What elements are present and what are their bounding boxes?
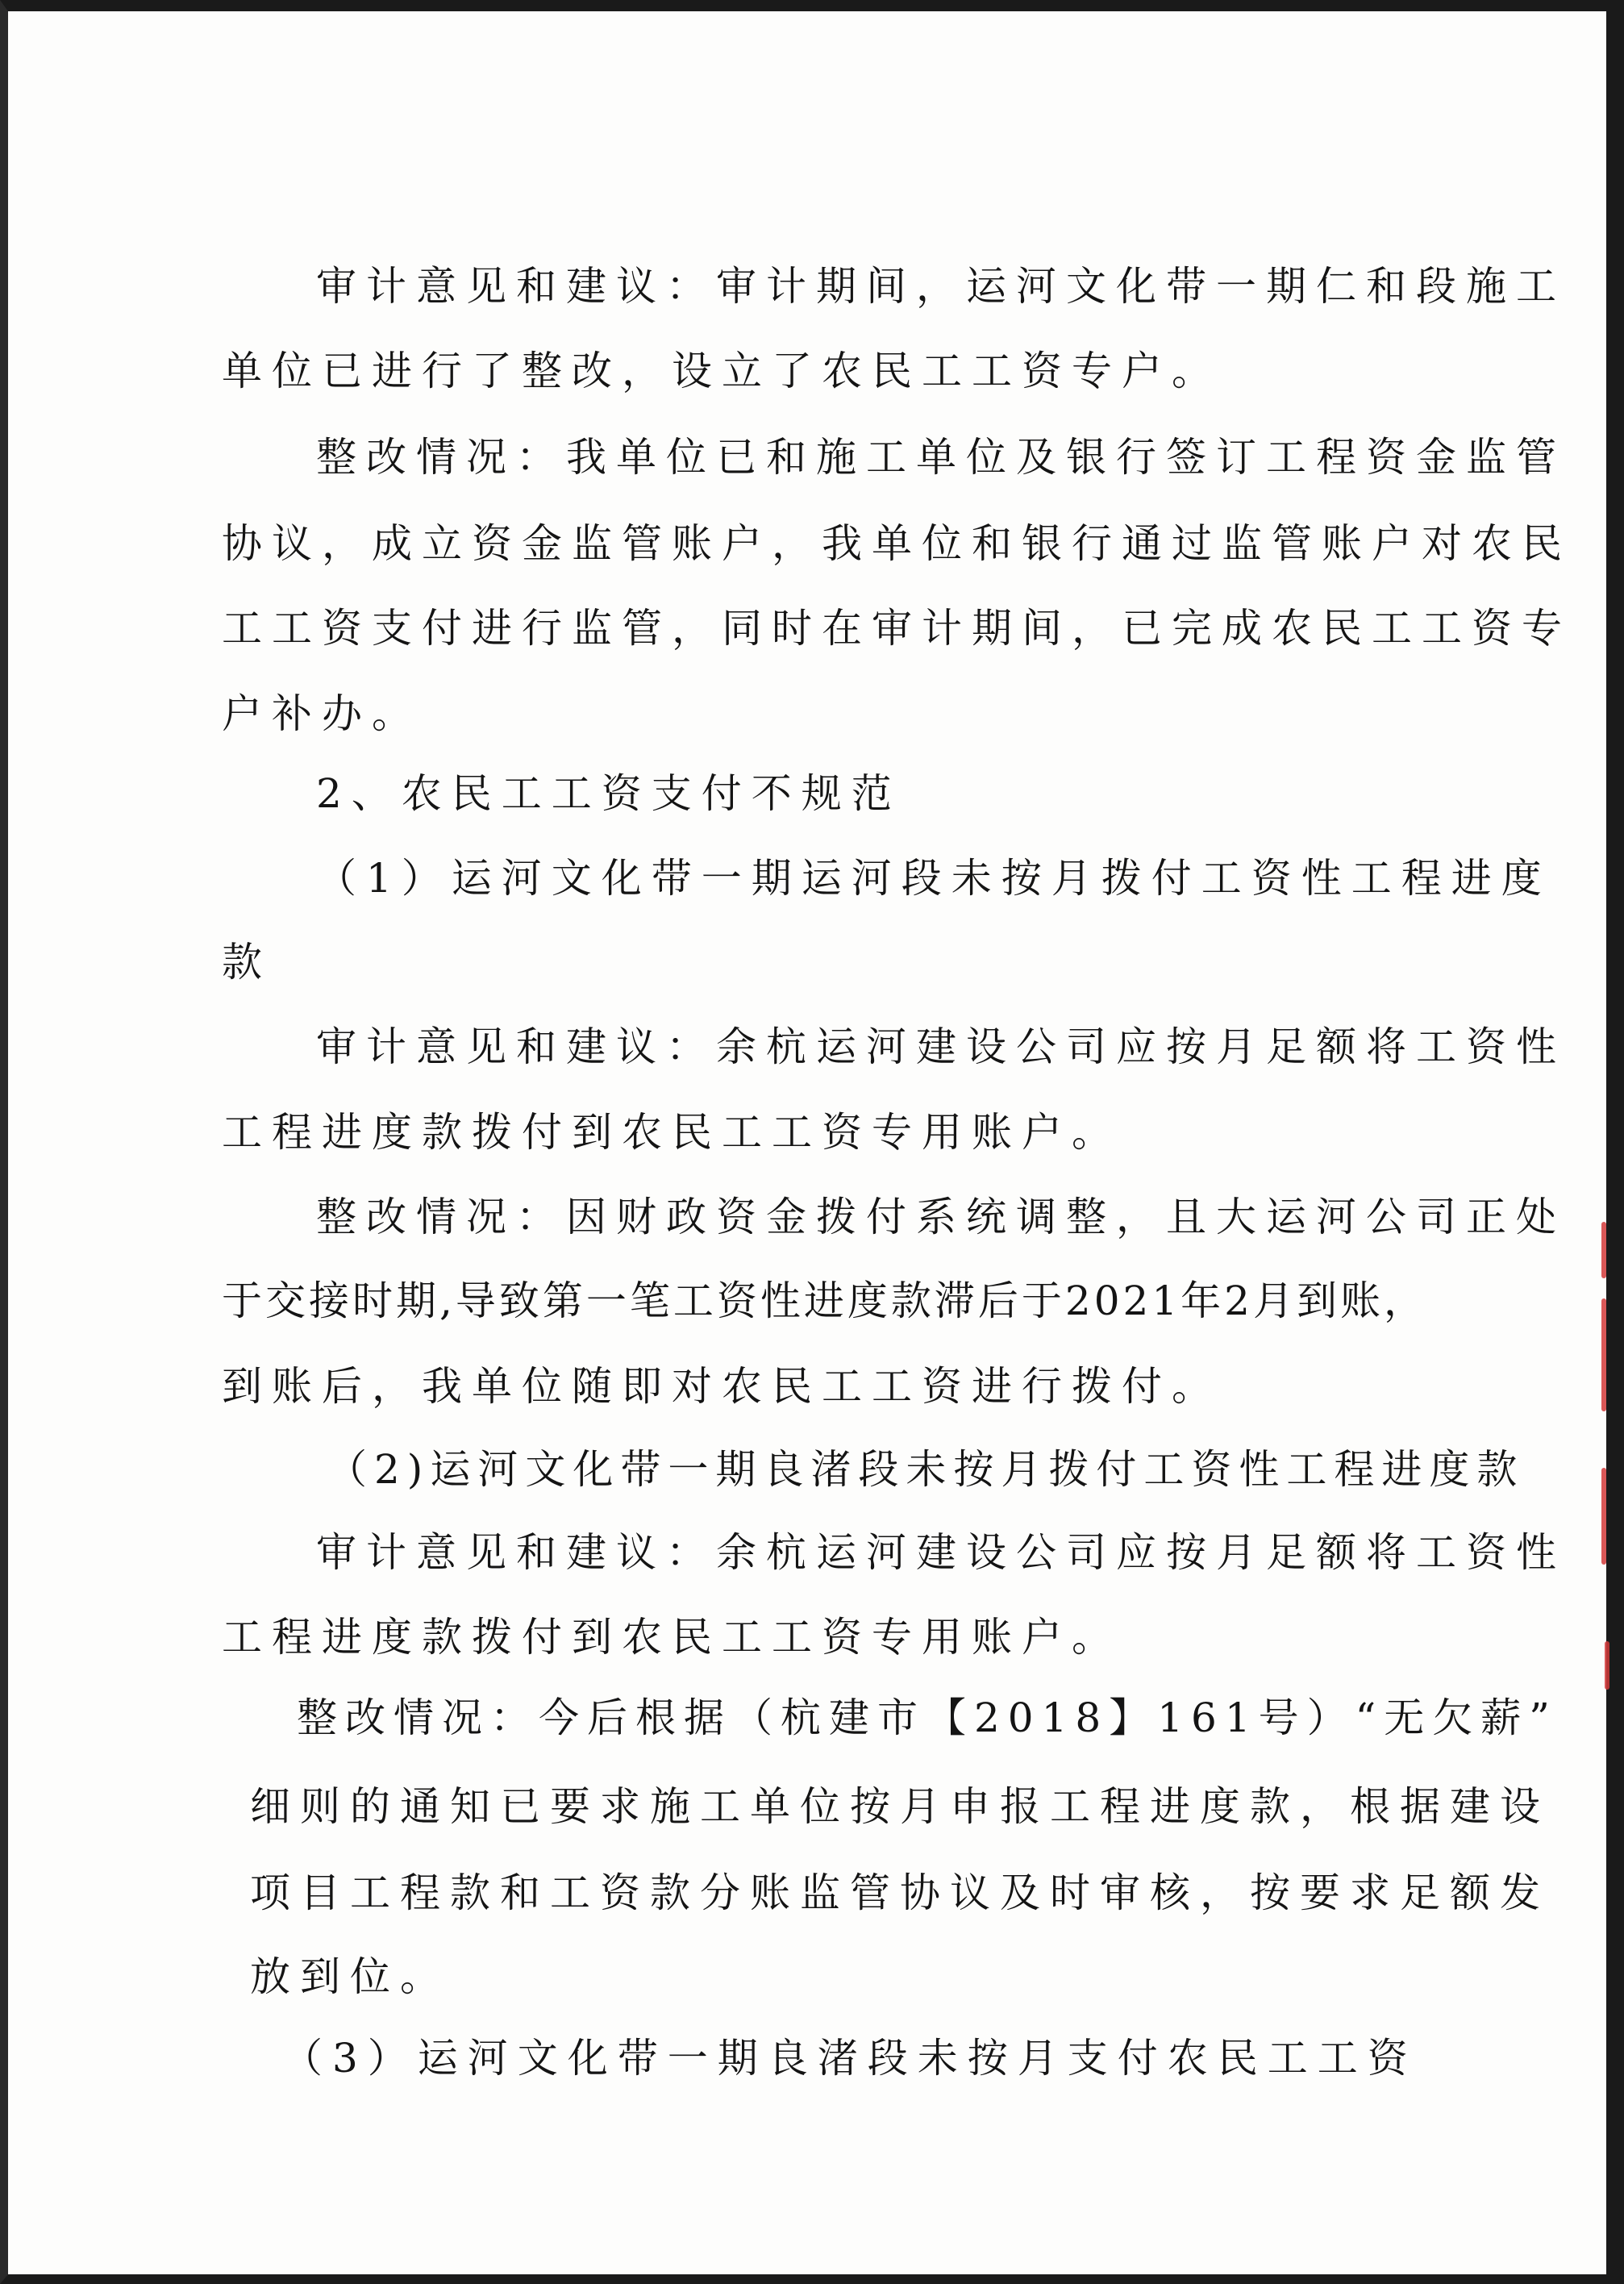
seal-bleed-mark	[1601, 1298, 1606, 1411]
text-line: 整改情况：我单位已和施工单位及银行签订工程资金监管	[316, 434, 1566, 481]
seal-bleed-mark	[1601, 1468, 1606, 1565]
seal-bleed-mark	[1601, 1222, 1606, 1278]
subsection-heading: （3）运河文化带一期良渚段未按月支付农民工工资	[282, 2035, 1418, 2082]
text-line: 户补办。	[222, 690, 422, 737]
text-line: 工程进度款拨付到农民工工资专用账户。	[222, 1614, 1122, 1661]
text-line: 工程进度款拨付到农民工工资专用账户。	[222, 1109, 1122, 1156]
text-line: 审计意见和建议：余杭运河建设公司应按月足额将工资性	[316, 1529, 1566, 1576]
text-line: 放到位。	[250, 1953, 450, 2000]
text-line: 到账后，我单位随即对农民工工资进行拨付。	[222, 1363, 1222, 1410]
text-line: 款	[222, 939, 272, 986]
seal-bleed-mark	[1605, 1641, 1609, 1690]
text-line: 项目工程款和工资款分账监管协议及时审核，按要求足额发	[250, 1869, 1550, 1916]
section-heading: 2、农民工工资支付不规范	[316, 770, 902, 817]
text-line: 协议，成立资金监管账户，我单位和银行通过监管账户对农民	[222, 520, 1572, 567]
text-line: 整改情况：今后根据（杭建市【2018】161号）“无欠薪”	[297, 1694, 1558, 1741]
text-line: 单位已进行了整改，设立了农民工工资专户。	[222, 348, 1222, 394]
subsection-heading: （1）运河文化带一期运河段未按月拨付工资性工程进度	[316, 855, 1551, 902]
subsection-heading: （2)运河文化带一期良渚段未按月拨付工资性工程进度款	[327, 1446, 1525, 1493]
text-line: 审计意见和建议：审计期间，运河文化带一期仁和段施工	[316, 263, 1566, 310]
text-line: 细则的通知已要求施工单位按月申报工程进度款，根据建设	[250, 1783, 1550, 1830]
text-line: 整改情况：因财政资金拨付系统调整，且大运河公司正处	[316, 1194, 1566, 1240]
text-line: 审计意见和建议：余杭运河建设公司应按月足额将工资性	[316, 1023, 1566, 1070]
text-line: 于交接时期,导致第一笔工资性进度款滞后于2021年2月到账，	[222, 1277, 1427, 1324]
text-line: 工工资支付进行监管，同时在审计期间，已完成农民工工资专	[222, 605, 1572, 652]
